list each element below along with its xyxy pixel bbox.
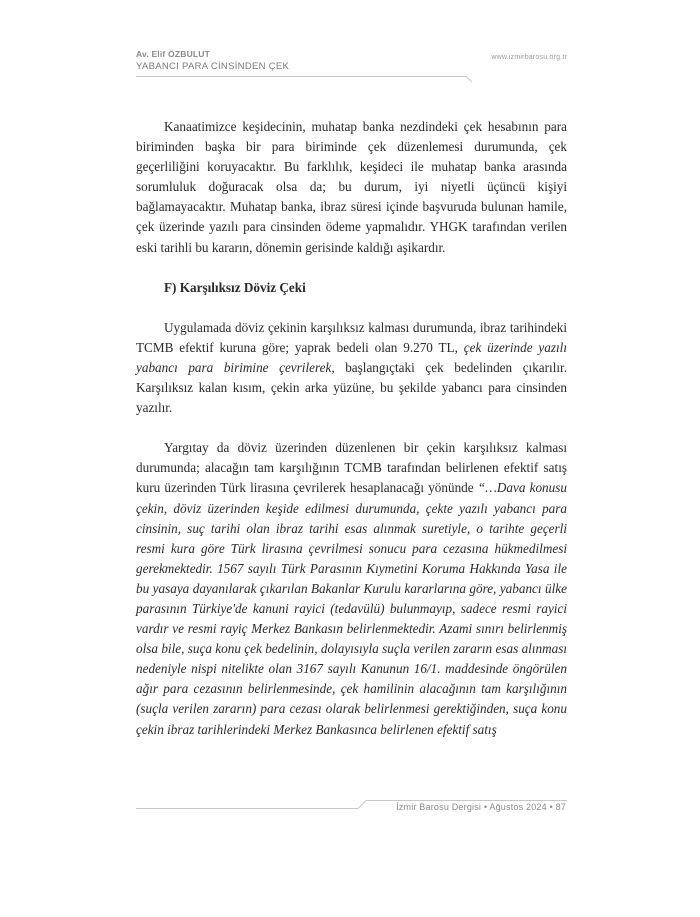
- spacer: [136, 418, 567, 438]
- spacer: [136, 298, 567, 318]
- paragraph-3-text-a: Yargıtay da döviz üzerinden düzenlenen bir çekin karşılıksız kalması durumunda; alacağın tam karşılığının TCMB tarafından belirlenen efektif satış kuru üzerinden Türk lirasına çevrilerek hesaplanacağı yönünde: [136, 440, 567, 496]
- paragraph-2-italic: çek üzerinde yazılı yabancı para birimine çevrilerek,: [136, 339, 568, 375]
- paragraph-2-text-a: Uygulamada döviz çekinin karşılıksız kalması durumunda, ibraz tarihindeki TCMB efektif kuruna göre; yaprak bedeli olan 9.270 TL,: [136, 319, 567, 355]
- paragraph-1: Kanaatimizce keşidecinin, muhatap banka nezdindeki çek hesabının para biriminden başka bir para biriminde çek düzenlemesi durumunda, çek geçerliliğini koruyacaktır. Bu farklılık, keşideci ile muhatap banka arasında sorumluluk doğuracak olsa da; bu durum, iyi niyetli üçüncü kişiyi bağlamayacaktır. Muhatap banka, ibraz süresi içinde başvuruda bulunan hamile, çek üzerinde yazılı para cinsinden ödeme yapmalıdır. YHGK tarafından verilen eski tarihli bu kararın, dönemin gerisinde kaldığı aşikardır.: [136, 119, 567, 255]
- spacer: [136, 258, 567, 278]
- paragraph-3-quote: “…Dava konusu çekin, döviz üzerinden keşide edilmesi durumunda, çekte yazılı yabancı para cinsinin, suç tarihi olan ibraz tarihi esas alınmak suretiyle, o tarihte geçerli resmi kura göre Türk lirasına çevrilmesi sonucu para cezasına hükmedilmesi gerekmektedir. 1567 sayılı Türk Parasının Kıymetini Koruma Hakkında Yasa ile bu yasaya dayanılarak çıkarılan Bakanlar Kurulu kararlarına göre, yabancı ülke parasının Türkiye'de kanuni rayici (tedavülü) bulunmayıp, sadece resmi rayici vardır ve resmi rayiç Merkez Bankasın belirlenmektedir. Azami sınırı belirlenmiş olsa bile, suça konu çek bedelinin, dolayısıyla suçla verilen zararın esas alınması nedeniyle nispi nitelikte olan 3167 sayılı Kanunun 16/1. maddesinde öngörülen ağır para cezasının belirlenmesinde, çek hamilinin alacağının tam karşılığının (suçla verilen zararın) para cezası olarak belirlenmesi gerektiğinden, suça konu çekin ibraz tarihlerindeki Merkez Bankasınca belirlenen efektif satış: [136, 480, 567, 737]
- header-rule-line: [136, 76, 576, 84]
- footer-journal-info: İzmir Barosu Dergisi • Ağustos 2024 • 87: [396, 802, 566, 812]
- paragraph-3: [136, 438, 567, 739]
- header-author: Av. Elif ÖZBULUT: [136, 49, 211, 59]
- section-heading: F) Karşılıksız Döviz Çeki: [164, 279, 306, 295]
- paragraph-2: [136, 318, 567, 418]
- paragraph-2-text-b: başlangıçtaki çek bedelinden çıkarılır. Karşılıksız kalan kısım, çekin arka yüzüne, bu şekilde yabancı para cinsinden yazılır.: [136, 359, 567, 416]
- header-title: YABANCI PARA CİNSİNDEN ÇEK: [136, 61, 290, 72]
- article-body: [136, 117, 567, 740]
- header-rule: [136, 76, 472, 77]
- header-url[interactable]: www.izmirbarosu.org.tr: [491, 54, 567, 61]
